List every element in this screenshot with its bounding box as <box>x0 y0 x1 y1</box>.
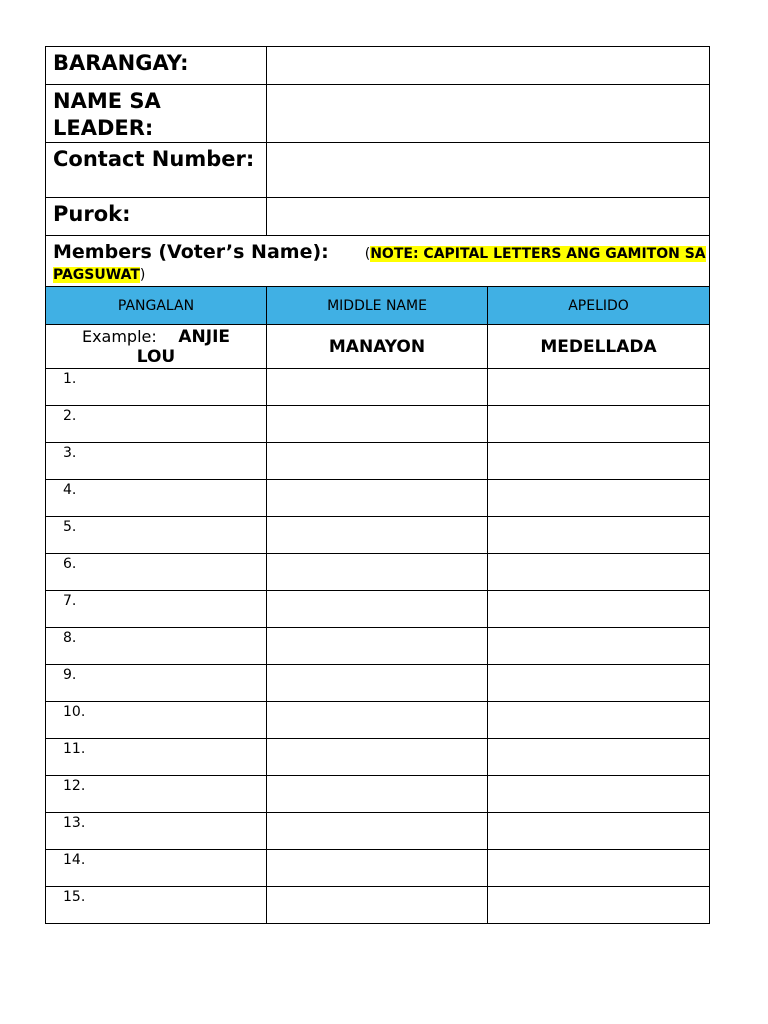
row-number: 9. <box>46 665 267 702</box>
apelido-cell[interactable] <box>488 517 710 554</box>
table-row <box>46 517 710 554</box>
table-row <box>46 702 710 739</box>
middle-name-cell[interactable] <box>267 739 488 776</box>
row-number: 6. <box>46 554 267 591</box>
barangay-row <box>46 47 710 85</box>
purok-label: Purok: <box>46 198 267 236</box>
barangay-label: BARANGAY: <box>46 47 267 85</box>
example-middle-name: MANAYON <box>267 325 488 369</box>
note-close-paren: ) <box>139 267 146 283</box>
barangay-field[interactable] <box>267 47 710 85</box>
example-last-name: MEDELLADA <box>488 325 710 369</box>
middle-name-cell[interactable] <box>267 776 488 813</box>
apelido-cell[interactable] <box>488 628 710 665</box>
apelido-cell[interactable] <box>488 369 710 406</box>
middle-name-cell[interactable] <box>267 443 488 480</box>
example-row <box>46 325 710 369</box>
middle-name-cell[interactable] <box>267 554 488 591</box>
row-number: 8. <box>46 628 267 665</box>
column-header-row <box>46 287 710 325</box>
contact-label: Contact Number: <box>46 143 267 198</box>
table-row <box>46 480 710 517</box>
middle-name-cell[interactable] <box>267 665 488 702</box>
table-row <box>46 628 710 665</box>
middle-name-cell[interactable] <box>267 406 488 443</box>
table-row <box>46 739 710 776</box>
row-number: 3. <box>46 443 267 480</box>
row-number: 11. <box>46 739 267 776</box>
apelido-cell[interactable] <box>488 739 710 776</box>
example-first-name-cell <box>46 325 267 369</box>
row-number: 4. <box>46 480 267 517</box>
leader-field[interactable] <box>267 85 710 143</box>
contact-row <box>46 143 710 198</box>
capital-letters-note: NOTE: CAPITAL LETTERS ANG GAMITON SA PAGSUWAT <box>53 246 706 283</box>
middle-name-cell[interactable] <box>267 591 488 628</box>
middle-name-cell[interactable] <box>267 517 488 554</box>
middle-name-cell[interactable] <box>267 369 488 406</box>
apelido-cell[interactable] <box>488 665 710 702</box>
members-title: Members (Voter’s Name): <box>53 241 329 263</box>
note-open-paren: ( <box>364 246 371 262</box>
row-number: 5. <box>46 517 267 554</box>
middle-name-cell[interactable] <box>267 480 488 517</box>
apelido-cell[interactable] <box>488 887 710 924</box>
table-row <box>46 850 710 887</box>
table-row <box>46 776 710 813</box>
apelido-cell[interactable] <box>488 554 710 591</box>
apelido-cell[interactable] <box>488 850 710 887</box>
example-first-name: ANJIE LOU <box>136 326 231 367</box>
table-row <box>46 591 710 628</box>
table-row <box>46 369 710 406</box>
column-header-middle-name: MIDDLE NAME <box>267 287 488 325</box>
column-header-apelido: APELIDO <box>488 287 710 325</box>
apelido-cell[interactable] <box>488 813 710 850</box>
table-row <box>46 443 710 480</box>
members-row <box>46 236 710 287</box>
row-number: 15. <box>46 887 267 924</box>
apelido-cell[interactable] <box>488 776 710 813</box>
row-number: 14. <box>46 850 267 887</box>
members-cell <box>46 236 710 287</box>
row-number: 7. <box>46 591 267 628</box>
column-header-pangalan: PANGALAN <box>46 287 267 325</box>
middle-name-cell[interactable] <box>267 813 488 850</box>
apelido-cell[interactable] <box>488 480 710 517</box>
middle-name-cell[interactable] <box>267 702 488 739</box>
middle-name-cell[interactable] <box>267 887 488 924</box>
table-row <box>46 554 710 591</box>
table-row <box>46 406 710 443</box>
table-row <box>46 887 710 924</box>
row-number: 12. <box>46 776 267 813</box>
row-number: 13. <box>46 813 267 850</box>
table-row <box>46 813 710 850</box>
leader-label: NAME SA LEADER: <box>46 85 267 143</box>
apelido-cell[interactable] <box>488 406 710 443</box>
row-number: 1. <box>46 369 267 406</box>
row-number: 2. <box>46 406 267 443</box>
purok-row <box>46 198 710 236</box>
apelido-cell[interactable] <box>488 702 710 739</box>
row-number: 10. <box>46 702 267 739</box>
middle-name-cell[interactable] <box>267 628 488 665</box>
contact-field[interactable] <box>267 143 710 198</box>
apelido-cell[interactable] <box>488 591 710 628</box>
apelido-cell[interactable] <box>488 443 710 480</box>
table-row <box>46 665 710 702</box>
purok-field[interactable] <box>267 198 710 236</box>
example-label: Example: <box>81 326 157 346</box>
leader-row <box>46 85 710 143</box>
voter-registration-form <box>45 46 710 924</box>
middle-name-cell[interactable] <box>267 850 488 887</box>
